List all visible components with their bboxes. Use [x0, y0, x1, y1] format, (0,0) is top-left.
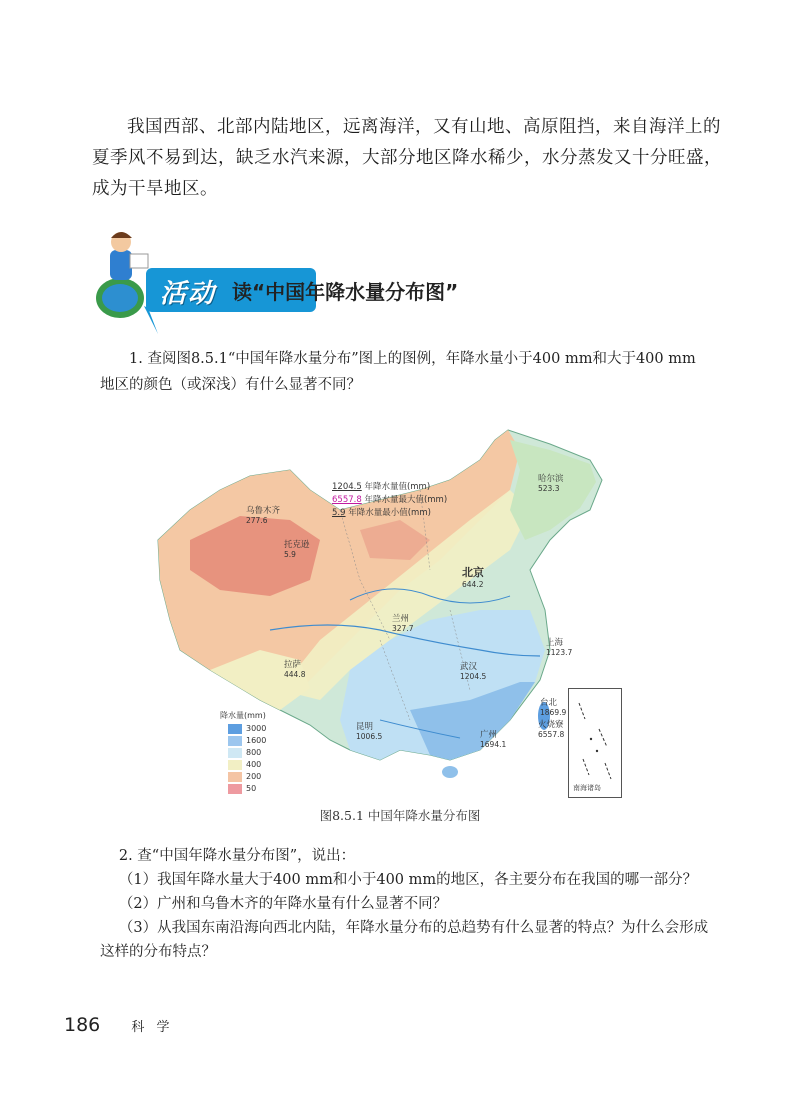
map-key [332, 480, 447, 519]
city-urumqi-name: 乌鲁木齐 [246, 506, 281, 516]
legend-swatch-800 [228, 748, 242, 758]
question-2-item-2: （2）广州和乌鲁木齐的年降水量有什么显著不同？ [118, 896, 448, 912]
city-lhasa-value: 444.8 [284, 670, 306, 679]
city-lanzhou [392, 612, 413, 633]
city-kunming [356, 720, 382, 741]
city-huoshaoliao-value: 6557.8 [538, 730, 565, 739]
figure-caption: 图8.5.1 中国年降水量分布图 [319, 808, 481, 823]
city-urumqi [246, 504, 280, 525]
legend-label-1600: 1600 [246, 736, 267, 745]
legend-swatch-3000 [228, 724, 242, 734]
legend-title: 降水量(mm) [220, 711, 266, 720]
page-number: 186 [64, 1014, 101, 1036]
city-huoshaoliao [538, 718, 564, 739]
city-wuhan-name: 武汉 [460, 662, 478, 672]
city-guangzhou [480, 728, 506, 749]
city-taipei [540, 696, 566, 717]
city-harbin-name: 哈尔滨 [538, 474, 564, 484]
key-max-row [332, 493, 447, 506]
question-2-lead: 2. 查“中国年降水量分布图”，说出： [118, 848, 356, 864]
key-value-sample: 1204.5 [332, 482, 362, 492]
activity-badge-label: 活动 [160, 279, 217, 309]
city-guangzhou-value: 1694.1 [480, 740, 507, 749]
key-max-sample: 6557.8 [332, 495, 362, 505]
legend-label-200: 200 [246, 772, 262, 781]
city-lanzhou-name: 兰州 [392, 614, 410, 624]
city-tuokexun-name: 托克逊 [284, 540, 310, 550]
city-harbin [538, 472, 564, 493]
city-shanghai-value: 1123.7 [546, 648, 573, 657]
city-huoshaoliao-name: 火烧寮 [538, 720, 564, 730]
intro-text: 我国西部、北部内陆地区，远离海洋，又有山地、高原阻挡，来自海洋上的夏季风不易到达，缺乏水汽来源，大部分地区降水稀少，水分蒸发又十分旺盛，成为干旱地区。 [92, 117, 722, 199]
city-beijing [462, 564, 484, 589]
key-max-label: 年降水量最大值(mm) [364, 495, 448, 505]
city-kunming-name: 昆明 [356, 722, 374, 732]
south-sea-label: 南海诸岛 [573, 784, 601, 792]
city-shanghai [546, 636, 572, 657]
city-taipei-name: 台北 [540, 698, 558, 708]
city-kunming-value: 1006.5 [356, 732, 383, 741]
legend-swatch-400 [228, 760, 242, 770]
legend-label-400: 400 [246, 760, 262, 769]
city-taipei-value: 1869.9 [540, 708, 567, 717]
city-lhasa [284, 658, 305, 679]
question-1-text: 1. 查阅图8.5.1“中国年降水量分布”图上的图例，年降水量小于400 mm和大于400 mm地区的颜色（或深浅）有什么显著不同？ [100, 351, 696, 393]
city-lanzhou-value: 327.7 [392, 624, 414, 633]
legend-label-3000: 3000 [246, 724, 267, 733]
legend-swatch-50 [228, 784, 242, 794]
city-beijing-value: 644.2 [462, 580, 484, 589]
south-sea-inset [568, 688, 622, 798]
city-wuhan [460, 660, 486, 681]
key-value-label: 年降水量值(mm) [364, 482, 431, 492]
question-1 [100, 346, 710, 398]
page-footer [64, 1014, 174, 1036]
question-2-item-1: （1）我国年降水量大于400 mm和小于400 mm的地区，各主要分布在我国的哪一部分？ [118, 872, 698, 888]
city-tuokexun [284, 538, 310, 559]
question-2 [100, 844, 710, 964]
city-urumqi-value: 277.6 [246, 516, 268, 525]
city-shanghai-name: 上海 [546, 638, 564, 648]
legend-swatch-1600 [228, 736, 242, 746]
activity-title: 读“中国年降水量分布图” [232, 280, 459, 304]
subject-label: 科 学 [131, 1020, 174, 1035]
south-sea-islands-graphic [569, 689, 621, 797]
legend-label-50: 50 [246, 784, 257, 793]
legend-label-800: 800 [246, 748, 262, 757]
intro-paragraph [92, 112, 732, 205]
city-guangzhou-name: 广州 [480, 730, 498, 740]
city-tuokexun-value: 5.9 [284, 550, 296, 559]
key-min-sample: 5.9 [332, 508, 346, 518]
key-min-label: 年降水量最小值(mm) [348, 508, 431, 518]
city-wuhan-value: 1204.5 [460, 672, 487, 681]
key-min-row [332, 506, 447, 519]
activity-header [96, 226, 516, 346]
precipitation-map [150, 420, 620, 800]
legend-swatch-200 [228, 772, 242, 782]
city-harbin-value: 523.3 [538, 484, 560, 493]
city-beijing-name: 北京 [462, 566, 484, 579]
key-value-row [332, 480, 447, 493]
map-legend [220, 710, 280, 818]
question-2-item-3: （3）从我国东南沿海向西北内陆，年降水量分布的总趋势有什么显著的特点？为什么会形成这样的分布特点？ [100, 920, 709, 960]
city-lhasa-name: 拉萨 [284, 660, 302, 670]
